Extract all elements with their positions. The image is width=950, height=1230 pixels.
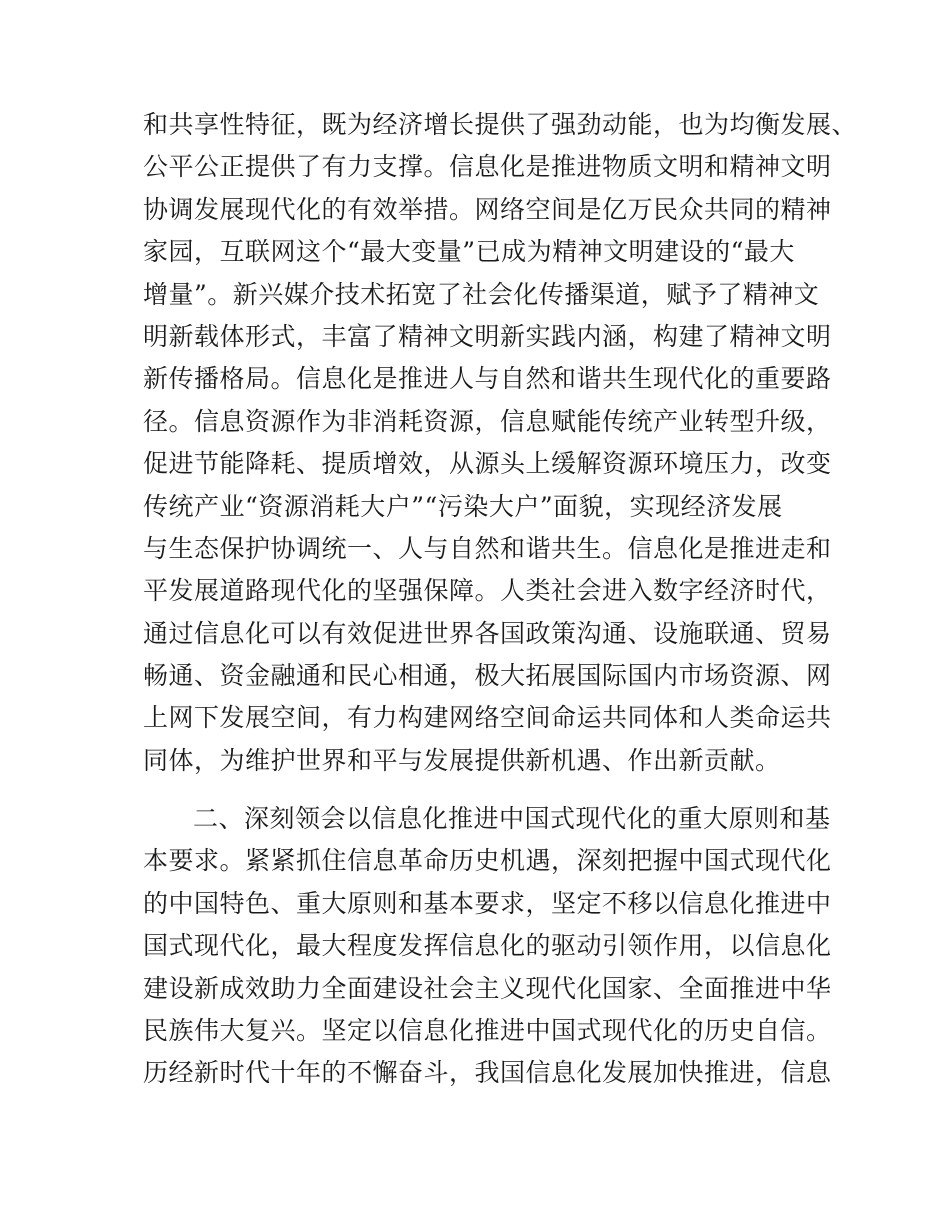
text-line: 明新载体形式，丰富了精神文明新实践内涵，构建了精神文明	[143, 321, 832, 351]
text-line: 传统产业“资源消耗大户”“污染大户”面貌，实现经济发展	[143, 491, 783, 521]
text-line: 与生态保护协调统一、人与自然和谐共生。信息化是推进走和	[143, 533, 832, 563]
text-line: 本要求。紧紧抓住信息革命历史机遇，深刻把握中国式现代化	[143, 846, 832, 876]
text-line: 平发展道路现代化的坚强保障。人类社会进入数字经济时代，	[143, 576, 832, 606]
text-line: 建设新成效助力全面建设社会主义现代化国家、全面推进中华	[143, 973, 832, 1003]
text-line: 国式现代化，最大程度发挥信息化的驱动引领作用，以信息化	[143, 931, 832, 961]
text-line: 民族伟大复兴。坚定以信息化推进中国式现代化的历史自信。	[143, 1015, 832, 1045]
text-line: 和共享性特征，既为经济增长提供了强劲动能，也为均衡发展、	[143, 110, 858, 139]
paragraph-2	[143, 798, 832, 1095]
text-line: 同体，为维护世界和平与发展提供新机遇、作出新贡献。	[143, 745, 781, 775]
text-line: 通过信息化可以有效促进世界各国政策沟通、设施联通、贸易	[143, 618, 832, 648]
text-line: 上网下发展空间，有力构建网络空间命运共同体和人类命运共	[143, 703, 832, 733]
text-line: 历经新时代十年的不懈奋斗，我国信息化发展加快推进，信息	[143, 1058, 832, 1088]
section-heading-line: 二、深刻领会以信息化推进中国式现代化的重大原则和基	[193, 804, 831, 833]
text-line: 促进节能降耗、提质增效，从源头上缓解资源环境压力，改变	[143, 449, 832, 479]
text-line: 的中国特色、重大原则和基本要求，坚定不移以信息化推进中	[143, 888, 832, 918]
text-line: 畅通、资金融通和民心相通，极大拓展国际国内市场资源、网	[143, 661, 832, 691]
text-line: 协调发展现代化的有效举措。网络空间是亿万民众共同的精神	[143, 194, 832, 224]
text-line: 公平公正提供了有力支撑。信息化是推进物质文明和精神文明	[143, 152, 832, 182]
text-line: 径。信息资源作为非消耗资源，信息赋能传统产业转型升级，	[143, 406, 832, 436]
text-line: 家园，互联网这个“最大变量”已成为精神文明建设的“最大	[143, 237, 795, 267]
text-line: 增量”。新兴媒介技术拓宽了社会化传播渠道，赋予了精神文	[143, 279, 820, 309]
text-line: 新传播格局。信息化是推进人与自然和谐共生现代化的重要路	[143, 364, 832, 394]
paragraph-1	[143, 104, 858, 782]
